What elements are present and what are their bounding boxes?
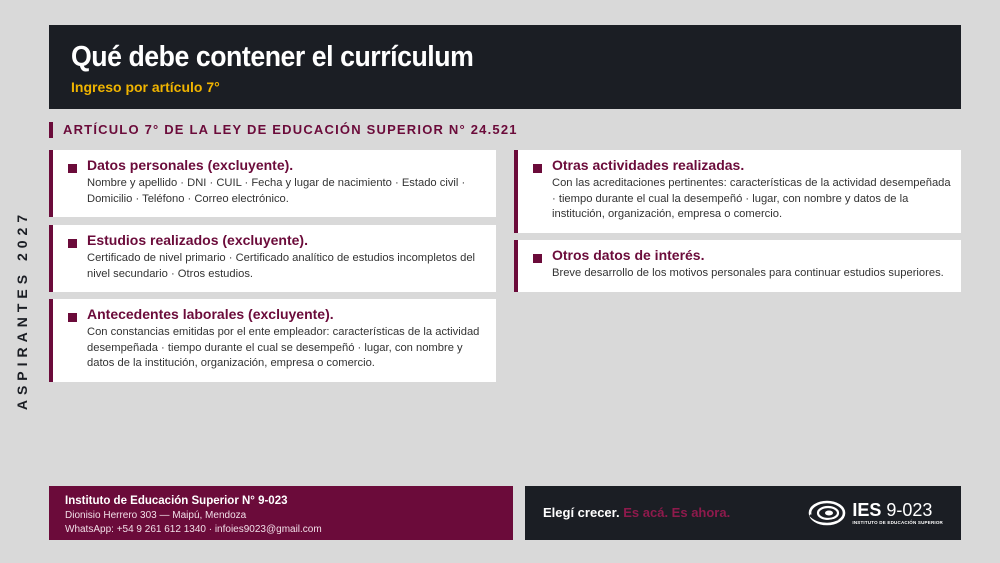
- side-label: [12, 210, 32, 410]
- footer-institution: [49, 486, 513, 540]
- section-title: ARTÍCULO 7° DE LA LEY DE EDUCACIÓN SUPERIOR N° 24.521: [49, 122, 518, 138]
- card-title: Datos personales (excluyente).: [87, 157, 294, 173]
- card-description: Certificado de nivel primario · Certificado analítico de estudios incompletos del nivel secundario · Otros estudios.: [87, 252, 476, 280]
- institution-name: Instituto de Educación Superior N° 9-023: [65, 495, 288, 507]
- side-label-text: ASPIRANTES 2027: [14, 209, 30, 411]
- slogan-accent: Es acá. Es ahora.: [623, 505, 731, 520]
- square-bullet-icon: [533, 254, 542, 263]
- institution-contact: WhatsApp: +54 9 261 612 1340 · infoies9023@gmail.com: [65, 524, 322, 535]
- card-title: Antecedentes laborales (excluyente).: [87, 306, 334, 322]
- card-otras-actividades: [514, 150, 961, 233]
- card-otros-datos: [514, 240, 961, 292]
- institution-address: Dionisio Herrero 303 — Maipú, Mendoza: [65, 510, 247, 521]
- logo-wordmark: [852, 501, 943, 520]
- card-description: Con constancias emitidas por el ente empleador: características de la actividad desempeñada · tiempo durante el cual se desempeñó · lugar, con nombre y datos de la institución, organización, empresa o comercio.: [87, 326, 480, 369]
- card-description: Con las acreditaciones pertinentes: características de la actividad desempeñada · tiempo durante el cual la desempeñó · lugar, con nombre y datos de la institución, organización, empresa o comercio.: [552, 177, 951, 220]
- page-subtitle: Ingreso por artículo 7°: [71, 79, 220, 95]
- logo-caption: INSTITUTO DE EDUCACIÓN SUPERIOR: [852, 519, 943, 525]
- card-description: Breve desarrollo de los motivos personales para continuar estudios superiores.: [552, 267, 944, 279]
- square-bullet-icon: [533, 164, 542, 173]
- card-title: Otras actividades realizadas.: [552, 157, 745, 173]
- card-description: Nombre y apellido · DNI · CUIL · Fecha y lugar de nacimiento · Estado civil · Domicilio · Teléfono · Correo electrónico.: [87, 177, 466, 205]
- card-title: Estudios realizados (excluyente).: [87, 232, 308, 248]
- slogan: [543, 505, 730, 520]
- square-bullet-icon: [68, 239, 77, 248]
- logo-number: 9-023: [886, 499, 933, 520]
- square-bullet-icon: [68, 313, 77, 322]
- card-antecedentes-laborales: [49, 299, 496, 382]
- page-title: Qué debe contener el currículum: [71, 41, 474, 73]
- card-estudios-realizados: [49, 225, 496, 292]
- card-datos-personales: [49, 150, 496, 217]
- page-header: [49, 25, 961, 109]
- card-title: Otros datos de interés.: [552, 247, 705, 263]
- logo-text: [852, 501, 943, 526]
- slogan-main: Elegí crecer.: [543, 505, 620, 520]
- ies-logo: [808, 498, 943, 528]
- footer-brand: [525, 486, 961, 540]
- swirl-logo-icon: [808, 499, 846, 527]
- square-bullet-icon: [68, 164, 77, 173]
- logo-bold: IES: [852, 499, 882, 520]
